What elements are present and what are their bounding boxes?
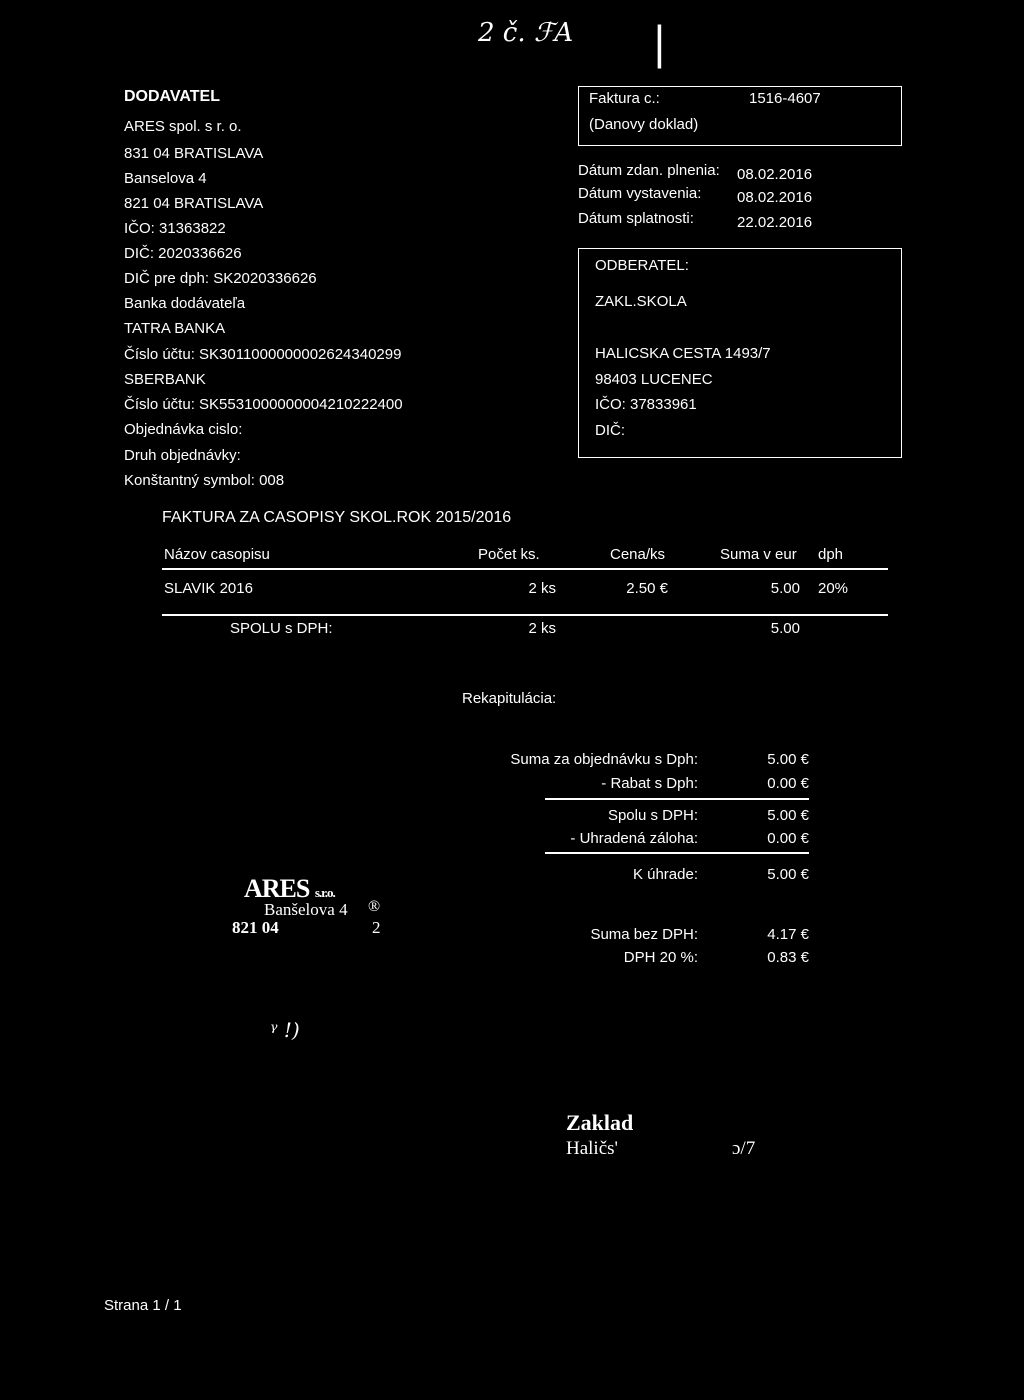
supplier-line: Objednávka cislo: — [124, 421, 243, 438]
supplier-line: 821 04 BRATISLAVA — [124, 195, 264, 212]
invoice-subtitle: (Danovy doklad) — [589, 116, 699, 133]
signature-scribble: ᵞ !) — [270, 1018, 300, 1042]
handwritten-stroke: | — [652, 18, 667, 69]
date-value: 22.02.2016 — [737, 214, 813, 231]
table-total-rule — [162, 614, 888, 616]
recap-label: Suma bez DPH: — [590, 926, 698, 943]
customer-ico: IČO: 37833961 — [595, 396, 697, 413]
table-header-rule — [162, 568, 888, 570]
total-sum: 5.00 — [770, 620, 800, 637]
recap-value: 0.83 € — [767, 949, 809, 966]
row-name: SLAVIK 2016 — [164, 580, 253, 597]
customer-city: 98403 LUCENEC — [595, 371, 713, 388]
recap-value: 5.00 € — [767, 751, 809, 768]
date-value: 08.02.2016 — [737, 166, 813, 183]
handwritten-mark: 2 č. ℱA — [478, 18, 574, 48]
supplier-line: Číslo účtu: SK5531000000004210222400 — [124, 396, 403, 413]
recap-rule-1 — [545, 798, 809, 800]
stamp-mark: ® — [368, 898, 381, 915]
recap-label: K úhrade: — [632, 866, 698, 883]
recap-value: 0.00 € — [767, 830, 809, 847]
supplier-line: 831 04 BRATISLAVA — [124, 145, 264, 162]
supplier-line: DIČ: 2020336626 — [124, 245, 242, 262]
supplier-line: ARES spol. s r. o. — [124, 118, 242, 135]
date-value: 08.02.2016 — [737, 189, 813, 206]
col-header-qty: Počet ks. — [478, 546, 540, 563]
total-qty: 2 ks — [528, 620, 556, 637]
customer-dic: DIČ: — [595, 422, 625, 439]
customer-heading: ODBERATEL: — [595, 257, 689, 274]
col-header-sum: Suma v eur — [720, 546, 797, 563]
invoice-number: 1516-4607 — [749, 90, 821, 107]
customer-stamp-line1: Zaklad — [566, 1110, 634, 1135]
date-label: Dátum zdan. plnenia: — [578, 162, 720, 179]
customer-name: ZAKL.SKOLA — [595, 293, 687, 310]
page-number: Strana 1 / 1 — [104, 1297, 182, 1314]
invoice-title: FAKTURA ZA CASOPISY SKOL.ROK 2015/2016 — [162, 509, 512, 526]
supplier-heading: DODAVATEL — [124, 88, 220, 105]
supplier-line: Konštantný symbol: 008 — [124, 472, 285, 489]
supplier-line: Druh objednávky: — [124, 447, 241, 464]
recap-label: - Uhradená záloha: — [570, 830, 698, 847]
recap-label: - Rabat s Dph: — [601, 775, 698, 792]
supplier-line: Banselova 4 — [124, 170, 207, 187]
supplier-line: TATRA BANKA — [124, 320, 226, 337]
recap-label: Spolu s DPH: — [607, 807, 698, 824]
supplier-line: IČO: 31363822 — [124, 220, 226, 237]
date-label: Dátum splatnosti: — [578, 210, 694, 227]
stamp-suffix: s.r.o. — [314, 885, 335, 900]
total-label: SPOLU s DPH: — [230, 620, 333, 637]
col-header-price: Cena/ks — [610, 546, 666, 563]
supplier-line: DIČ pre dph: SK2020336626 — [124, 270, 317, 287]
customer-box — [578, 248, 902, 458]
customer-street: HALICSKA CESTA 1493/7 — [595, 345, 771, 362]
stamp-street: Banšelova 4 — [264, 900, 348, 919]
invoice-label: Faktura c.: — [589, 90, 660, 107]
row-price: 2.50 € — [626, 580, 668, 597]
supplier-line: Banka dodávateľa — [124, 295, 246, 312]
recap-value: 5.00 € — [767, 807, 809, 824]
recap-value: 5.00 € — [767, 866, 809, 883]
recap-value: 4.17 € — [767, 926, 809, 943]
stamp-name: ARES — [244, 874, 310, 903]
recap-value: 0.00 € — [767, 775, 809, 792]
recap-rule-2 — [545, 852, 809, 854]
col-header-vat: dph — [818, 546, 844, 563]
supplier-line: SBERBANK — [124, 371, 206, 388]
col-header-name: Názov casopisu — [164, 546, 270, 563]
row-vat: 20% — [818, 580, 849, 597]
supplier-line: Číslo účtu: SK3011000000002624340299 — [124, 346, 402, 363]
customer-stamp-line3: ɔ/7 — [732, 1138, 756, 1159]
recap-heading: Rekapitulácia: — [462, 690, 557, 707]
recap-label: DPH 20 %: — [623, 949, 698, 966]
stamp-city: 821 04 — [232, 918, 279, 937]
date-label: Dátum vystavenia: — [578, 185, 702, 202]
row-qty: 2 ks — [528, 580, 556, 597]
recap-label: Suma za objednávku s Dph: — [510, 751, 698, 768]
invoice-number-box — [578, 86, 902, 146]
stamp-extra: 2 — [372, 918, 381, 937]
customer-stamp-line2: Haličs' — [566, 1138, 618, 1159]
row-sum: 5.00 — [770, 580, 800, 597]
